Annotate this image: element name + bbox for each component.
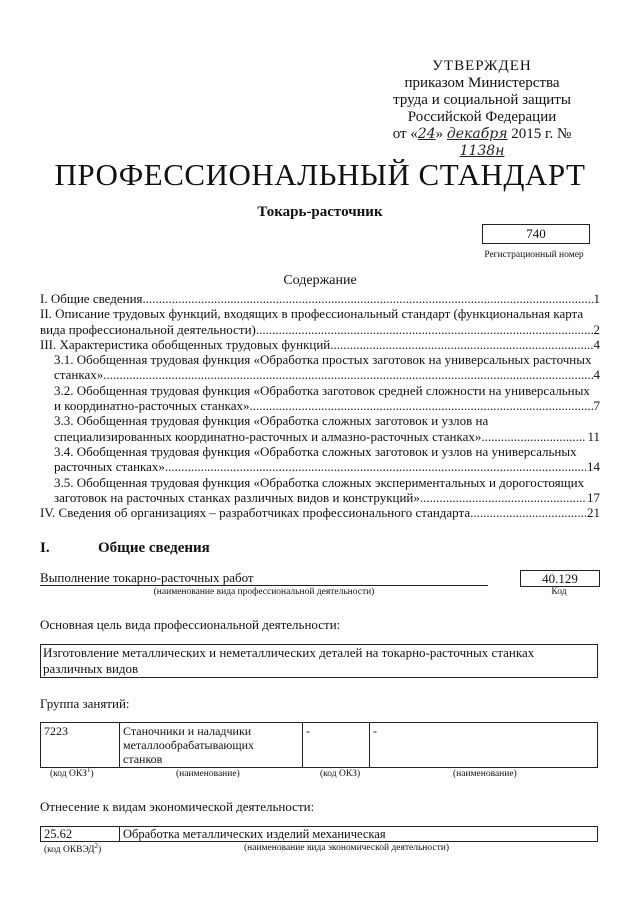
approval-line-2: приказом Министерства bbox=[404, 75, 560, 91]
table-row bbox=[41, 723, 598, 768]
approval-heading: УТВЕРЖДЕН bbox=[432, 58, 532, 74]
approval-line-3: труда и социальной защиты bbox=[393, 92, 571, 108]
toc-item[interactable]: 3.4. Обобщенная трудовая функция «Обработка сложных заготовок и узлов на универсальных расточных станках» ..... 14 bbox=[40, 444, 600, 475]
activity-code-label: Код bbox=[551, 587, 567, 597]
okz-code-cell-2: - bbox=[303, 723, 370, 768]
toc-item[interactable]: 3.1. Обобщенная трудовая функция «Обработка простых заготовок на универсальных расточных станках» ..... 4 bbox=[40, 352, 600, 383]
okved-table bbox=[40, 826, 598, 842]
activity-code: 40.129 bbox=[520, 570, 600, 587]
toc-item[interactable]: 3.2. Обобщенная трудовая функция «Обработка заготовок средней сложности на универсальных и координатно-расточных станках» ..... 7 bbox=[40, 383, 600, 414]
okz-code-cell: 7223 bbox=[41, 723, 120, 768]
okved-name-label: (наименование вида экономической деятельности) bbox=[244, 843, 449, 853]
standard-name: Токарь-расточник bbox=[257, 204, 383, 220]
goal-heading: Основная цель вида профессиональной деятельности: bbox=[40, 617, 341, 632]
okved-name-cell: Обработка металлических изделий механическая bbox=[120, 827, 598, 842]
occupation-group-table bbox=[40, 722, 598, 768]
toc-item[interactable]: II. Описание трудовых функций, входящих в профессиональный стандарт (функциональная карта вида профессиональной деятельности) ..... 2 bbox=[40, 306, 600, 337]
goal-box: Изготовление металлических и неметаллических деталей на токарно-расточных станках различных видов bbox=[40, 644, 598, 678]
approval-date: от «24» декабря 2015 г. № 1138н bbox=[392, 126, 572, 159]
toc-title: Содержание bbox=[283, 273, 357, 288]
handwritten-order-number: 1138н bbox=[459, 143, 505, 159]
document-title: ПРОФЕССИОНАЛЬНЫЙ СТАНДАРТ bbox=[54, 157, 586, 192]
toc-item[interactable]: 3.5. Обобщенная трудовая функция «Обработка сложных экспериментальных и дорогостоящих заготовок на расточных станках различных видов и конструкций» ..... 17 bbox=[40, 475, 600, 506]
toc-item[interactable]: IV. Сведения об организациях – разработчиках профессионального стандарта ..... 21 bbox=[40, 505, 600, 520]
toc-item[interactable]: I. Общие сведения ..... 1 bbox=[40, 291, 600, 306]
okved-code-label: (код ОКВЭД$^2$) bbox=[44, 841, 102, 855]
occupation-name-label-2: (наименование) bbox=[453, 769, 517, 779]
okz-code-label-2: (код ОКЗ) bbox=[320, 769, 361, 779]
occupation-name-cell: Станочники и наладчики металлообрабатывающих станков bbox=[120, 723, 303, 768]
approval-block bbox=[372, 58, 592, 160]
table-row bbox=[41, 827, 598, 842]
okz-code-label: (код ОКЗ$^1$) bbox=[50, 765, 94, 779]
registration-number-box: 740 bbox=[482, 224, 590, 244]
handwritten-day: 24 bbox=[417, 126, 436, 142]
activity-name-label: (наименование вида профессиональной деятельности) bbox=[153, 587, 375, 597]
occupation-name-label: (наименование) bbox=[176, 769, 240, 779]
table-of-contents bbox=[40, 291, 600, 520]
occupation-name-cell-2: - bbox=[370, 723, 598, 768]
okved-code-cell: 25.62 bbox=[41, 827, 120, 842]
section-heading: I. Общие сведения bbox=[40, 540, 210, 556]
registration-number-label: Регистрационный номер bbox=[484, 250, 584, 260]
okved-heading: Отнесение к видам экономической деятельности: bbox=[40, 799, 315, 814]
toc-item[interactable]: 3.3. Обобщенная трудовая функция «Обработка сложных заготовок и узлов на специализированных координатно-расточных и алмазно-расточных станках» ..... 11 bbox=[40, 413, 600, 444]
toc-item[interactable]: III. Характеристика обобщенных трудовых функций ..... 4 bbox=[40, 337, 600, 352]
group-heading: Группа занятий: bbox=[40, 696, 130, 711]
approval-line-4: Российской Федерации bbox=[407, 109, 557, 125]
activity-name: Выполнение токарно-расточных работ bbox=[40, 570, 488, 586]
handwritten-month: декабря bbox=[446, 126, 508, 142]
